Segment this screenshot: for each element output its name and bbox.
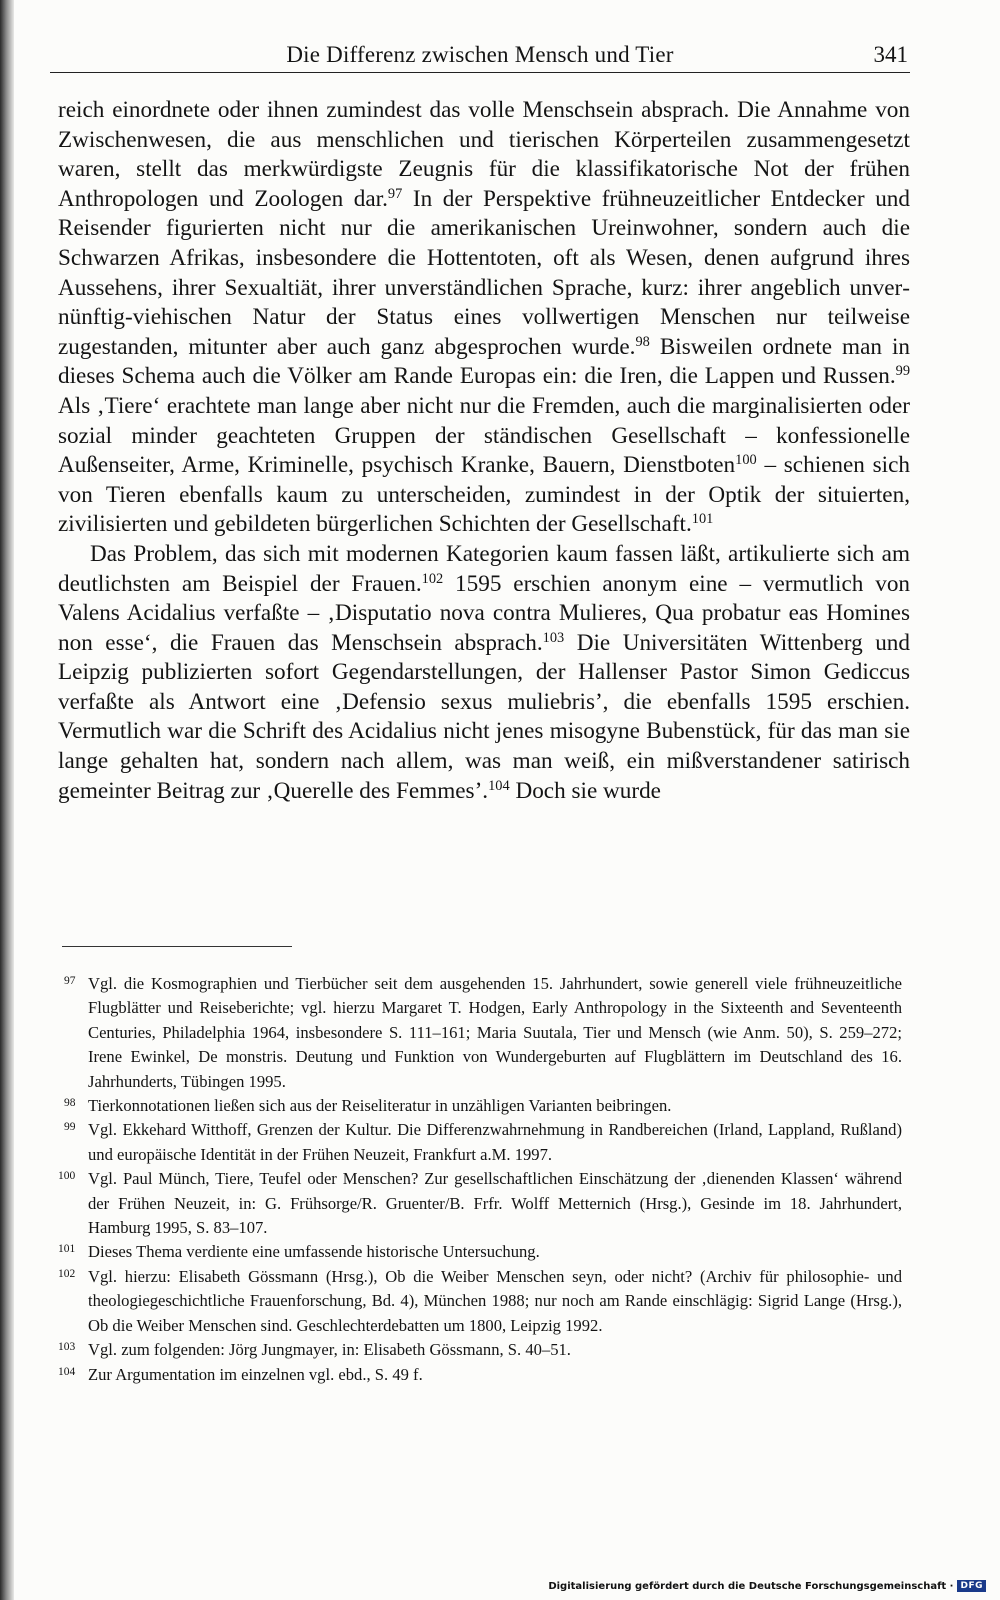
body-paragraph — [58, 96, 910, 540]
footnote-reference: 102 — [421, 570, 444, 587]
running-title: Die Differenz zwischen Mensch und Tier — [286, 42, 674, 67]
body-text-run: Bisweilen ordnete man in dieses Schema auch die Völker am Rande Europas ein: die Iren, die Lappen und Russen. — [58, 333, 910, 390]
footnote-reference: 103 — [542, 629, 565, 646]
footnote-text: Vgl. Paul Münch, Tiere, Teufel oder Menschen? Zur gesellschaftlichen Einschätzung der ‚dienenden Klassen‘ während der Frühen Neuzeit, in: G. Frühsorge/R. Gruenter/B. Frfr. Wolff Metternich (Hrsg.), Gesinde im 18. Jahrhundert, Hamburg 1995, S. 83–107. — [88, 1169, 902, 1238]
footnote-number: 97 — [64, 975, 76, 987]
body-text-run: Doch sie wurde — [509, 777, 661, 804]
running-head — [50, 42, 910, 73]
footnote — [58, 1363, 902, 1387]
footnote-text: Vgl. die Kosmographien und Tierbücher seit dem ausgehenden 15. Jahrhundert, sowie generell viele frühneuzeitliche Flugblätter und Reiseberichte; vgl. hierzu Margaret T. Hodgen, Early Anthropology in the Sixteenth and Seventeenth Centuries, Philadelphia 1964, insbesondere S. 111–161; Maria Suutala, Tier und Mensch (wie Anm. 50), S. 259–272; Irene Ewinkel, De monstris. Deutung und Funktion von Wundergeburten auf Flugblättern im Deutschland des 16. Jahrhunderts, Tübingen 1995. — [88, 974, 902, 1091]
footnote-text: Vgl. hierzu: Elisabeth Gössmann (Hrsg.), Ob die Weiber Menschen seyn, oder nicht? (Archiv für philosophie- und theologiegeschichtliche Frauenforschung, Bd. 4), München 1988; nur noch am Rande einschlägig: Sigrid Lange (Hrsg.), Ob die Weiber Menschen sind. Geschlechterdebatten um 1800, Leipzig 1992. — [88, 1266, 902, 1335]
body-text-run: Als ‚Tiere‘ erachtete man lange aber nicht nur die Fremden, auch die marginalisierten oder sozial minder geachteten Gruppen der ständischen Gesellschaft – konfessionelle Außenseiter, Arme, Kriminelle, psychisch Kranke, Bauern, Dienstboten — [58, 392, 910, 479]
footnote-number: 99 — [64, 1121, 76, 1134]
page-number: 341 — [873, 42, 908, 67]
footnote-reference: 98 — [635, 333, 650, 350]
body-text-run: Die Universitäten Wittenberg und Leipzig publizierten sofort Gegendarstellungen, der Hallenser Pastor Simon Gediccus verfaßte als Antwort eine ‚Defensio sexus muliebris’, die ebenfalls 1595 erschien. Vermutlich war die Schrift des Acidalius nicht jenes misogyne Bubenstück, für das man sie lange gehalten hat, sondern nach allem, was man weiß, ein mißverstandener satirisch gemeinter Beitrag zur ‚Querelle des Femmes’. — [58, 629, 910, 804]
footnote-text: Dieses Thema verdiente eine umfassende historische Untersuchung. — [88, 1242, 540, 1262]
footnote-text: Vgl. zum folgenden: Jörg Jungmayer, in: Elisabeth Gössmann, S. 40–51. — [88, 1340, 571, 1360]
footnote-reference: 101 — [691, 511, 714, 528]
body-paragraph — [58, 540, 910, 806]
footnote-divider — [62, 946, 292, 947]
body-text-run: 1595 erschien anonym eine – vermutlich von Valens Acidalius verfaßte – ‚Disputatio nova contra Mulieres, Qua probatur eas Homines non esse‘, die Frauen das Menschsein absprach. — [58, 570, 911, 656]
footnote — [58, 1240, 902, 1264]
footnote-number: 101 — [58, 1243, 76, 1256]
footnote-reference: 97 — [387, 185, 403, 202]
footnote-reference: 99 — [895, 363, 910, 380]
footnote — [64, 1094, 902, 1118]
footnote-text: Tierkonnotationen ließen sich aus der Reiseliteratur in unzähligen Varianten beibringen. — [88, 1096, 672, 1116]
body-text — [58, 96, 910, 806]
dfg-logo: DFG — [957, 1580, 986, 1592]
footnote — [58, 1265, 902, 1338]
footnote — [58, 1167, 902, 1240]
footnote-reference: 104 — [488, 777, 510, 794]
footnote-number: 98 — [64, 1097, 76, 1110]
body-text-run: In der Perspektive frühneuzeitlicher Entdecker und Reisender figurierten nicht nur die amerikanischen Ureinwohner, sondern auch die Schwarzen Afrikas, insbesondere die Hottentoten, oft als Wesen, denen aufgrund ihres Aussehens, ihrer Sexualtiät, ihrer unverständlichen Sprache, kurz: ihrer angeblich unvernünftig-viehischen Natur der Status eines vollwertigen Menschen nur teilweise zugestanden, mitunter aber auch ganz abgesprochen wurde. — [58, 185, 910, 360]
footnotes — [58, 972, 902, 1387]
footnote — [64, 972, 902, 1094]
footnote — [64, 1118, 902, 1167]
footnote-number: 100 — [58, 1170, 76, 1183]
footnote-reference: 100 — [735, 452, 757, 469]
footnote-number: 102 — [58, 1267, 76, 1280]
body-text-run: – schienen sich von Tieren ebenfalls kaum zu unterscheiden, zumindest in der Optik der situierten, zivilisierten und gebildeten bürgerlichen Schichten der Gesellschaft. — [58, 452, 910, 538]
book-spine-shadow — [0, 0, 14, 1600]
footnote-text: Zur Argumentation im einzelnen vgl. ebd., S. 49 f. — [88, 1364, 423, 1384]
body-text-run: reich einordnete oder ihnen zumindest das volle Menschsein absprach. Die Annahme von Zwischenwesen, die aus menschlichen und tierischen Körperteilen zusammengesetzt waren, stellt das merkwürdigste Zeugnis für die klassifikatorische Not der frühen Anthropologen und Zoologen dar. — [58, 97, 910, 212]
credit-text: Digitalisierung gefördert durch die Deutsche Forschungsgemeinschaft · — [548, 1580, 954, 1592]
footnote — [58, 1338, 902, 1362]
footnote-number: 104 — [58, 1365, 76, 1378]
footnote-text: Vgl. Ekkehard Witthoff, Grenzen der Kultur. Die Differenzwahrnehmung in Randbereichen (Irland, Lappland, Rußland) und europäische Identität in der Frühen Neuzeit, Frankfurt a.M. 1997. — [88, 1120, 902, 1164]
footnote-number: 103 — [58, 1341, 76, 1354]
digitization-credit — [548, 1578, 986, 1594]
body-text-run: Das Problem, das sich mit modernen Kategorien kaum fassen läßt, artikulierte sich am deutlichsten am Beispiel der Frauen. — [58, 540, 910, 597]
